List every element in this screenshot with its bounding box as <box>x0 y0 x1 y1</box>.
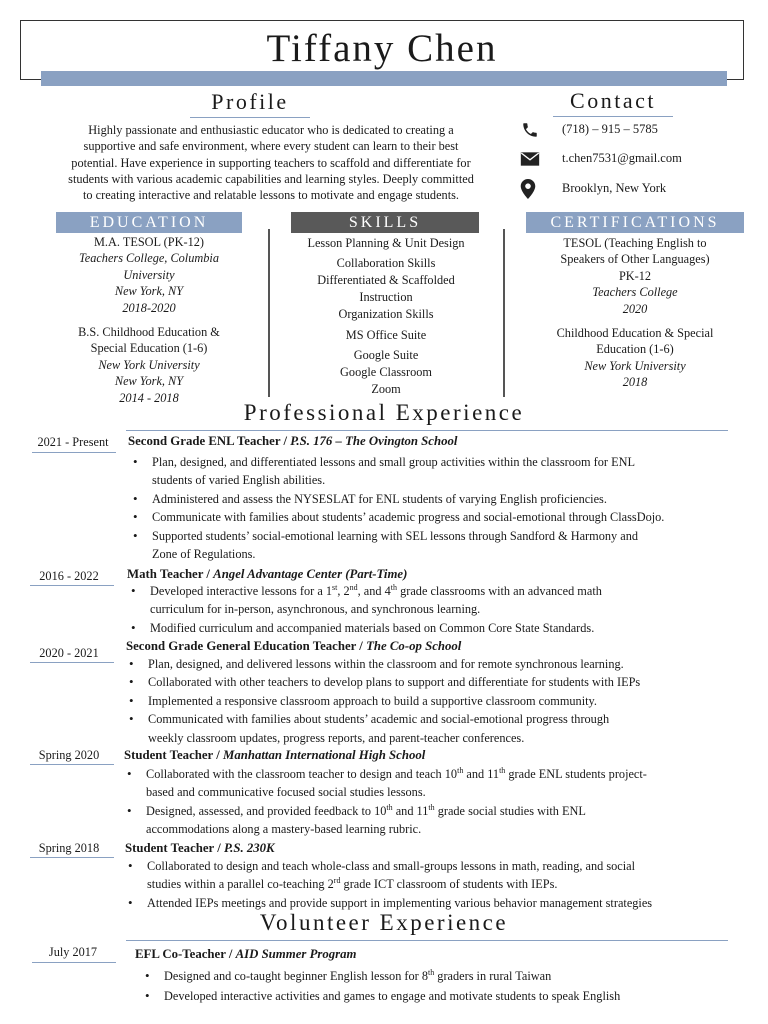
profile-line: Highly passionate and enthusiastic educator who is dedicated to creating a <box>88 123 454 137</box>
profile-summary <box>30 122 512 203</box>
bullet: • Modified curriculum and accompanied materials based on Common Core State Standards. <box>128 619 748 637</box>
bullet: • Attended IEPs meetings and provide support in implementing various behavior management strategies <box>125 894 749 912</box>
skill-item: Lesson Planning & Unit Design <box>307 236 465 250</box>
full-name: Tiffany Chen <box>266 27 498 70</box>
skill-item: Google Suite <box>353 348 419 362</box>
job-org: P.S. 230K <box>223 841 275 855</box>
job-title <box>135 947 357 962</box>
header-accent-bar <box>41 71 727 86</box>
skill-item: Google Classroom <box>340 365 432 379</box>
job-title <box>128 434 457 449</box>
cert-name: Education (1-6) <box>596 342 674 357</box>
job-bullets <box>125 857 749 912</box>
edu-years: 2014 - 2018 <box>119 390 179 405</box>
bullet-continued: based and communicative focused social studies lessons. <box>146 785 426 800</box>
experience-underline <box>126 430 728 431</box>
column-divider <box>503 229 505 397</box>
contact-email[interactable]: t.chen7531@gmail.com <box>562 151 682 165</box>
job-bullets <box>130 453 750 563</box>
skill-item: Zoom <box>371 382 401 396</box>
edu-years: 2018-2020 <box>122 300 176 315</box>
envelope-icon <box>520 149 542 169</box>
skills-column <box>277 235 495 398</box>
cert-name: PK-12 <box>618 268 652 283</box>
date-underline <box>30 857 114 858</box>
date-underline <box>30 764 114 765</box>
bullet: • Supported students’ social-emotional learning with SEL lessons through Sandford & Harmony and <box>130 527 750 545</box>
volunteer-title: Volunteer Experience <box>259 910 509 935</box>
bullet: • Developed interactive activities and games to engage and motivate students to speak English <box>142 986 742 1006</box>
job-role: Second Grade General Education Teacher / <box>126 639 367 653</box>
job-org: Manhattan International High School <box>222 748 426 762</box>
skill-item: Instruction <box>359 290 413 304</box>
cert-year: 2018 <box>622 375 648 390</box>
skill-item: Differentiated & Scaffolded <box>317 273 455 287</box>
profile-underline <box>190 117 310 118</box>
job-date: Spring 2018 <box>38 841 100 855</box>
bullet: • Collaborated with other teachers to develop plans to support and differentiate for students with IEPs <box>126 673 746 691</box>
bullet: • Designed, assessed, and provided feedback to 10th and 11th grade social studies with ENL <box>124 802 748 820</box>
contact-email-row <box>520 149 682 169</box>
cert-school: New York University <box>584 358 686 373</box>
volunteer-bullets <box>142 966 742 1006</box>
skill-item: Collaboration Skills <box>336 256 436 270</box>
skill-item: Organization Skills <box>338 307 434 321</box>
job-title <box>124 748 425 763</box>
job-date: Spring 2020 <box>38 748 100 762</box>
cert-school: Teachers College <box>592 285 678 300</box>
job-role: Second Grade ENL Teacher / <box>128 434 291 448</box>
bullet: • Designed and co-taught beginner English lesson for 8th graders in rural Taiwan <box>142 966 742 986</box>
edu-school: University <box>123 267 175 282</box>
job-bullets <box>128 582 748 637</box>
column-divider <box>268 229 270 397</box>
volunteer-underline <box>126 940 728 941</box>
job-role: Student Teacher / <box>125 841 224 855</box>
bullet-continued: studies within a parallel co-teaching 2rd grade ICT classroom of students with IEPs. <box>147 876 558 892</box>
job-date: 2016 - 2022 <box>39 569 99 583</box>
education-banner: EDUCATION <box>56 212 242 233</box>
edu-school: Teachers College, Columbia <box>79 251 219 266</box>
contact-phone-row <box>520 120 658 140</box>
skills-banner: SKILLS <box>291 212 479 233</box>
bullet: • Plan, designed, and delivered lessons within the classroom and for remote synchronous learning. <box>126 655 746 673</box>
date-underline <box>30 585 114 586</box>
cert-name: Childhood Education & Special <box>556 326 714 341</box>
job-title <box>127 567 407 582</box>
contact-location-row <box>520 179 667 199</box>
contact-title: Contact <box>570 88 656 113</box>
job-org: P.S. 176 – The Ovington School <box>290 434 458 448</box>
certifications-column <box>522 235 748 391</box>
job-org: AID Summer Program <box>235 947 357 961</box>
date-underline <box>30 662 114 663</box>
cert-name: TESOL (Teaching English to <box>563 236 707 250</box>
edu-degree: Special Education (1-6) <box>90 341 208 356</box>
edu-place: New York, NY <box>114 284 184 299</box>
skill-item: MS Office Suite <box>345 328 427 342</box>
date-underline <box>32 962 116 963</box>
map-pin-icon <box>520 179 542 199</box>
job-org: Angel Advantage Center (Part-Time) <box>213 567 408 581</box>
job-title <box>125 841 275 856</box>
phone-icon <box>520 120 542 140</box>
bullet-continued: students of varied English abilities. <box>152 473 326 488</box>
job-bullets <box>126 655 746 747</box>
bullet: • Collaborated with the classroom teacher to design and teach 10th and 11th grade ENL students project- <box>124 765 748 783</box>
bullet-continued: weekly classroom updates, progress reports, and parent-teacher conferences. <box>148 730 525 745</box>
date-underline <box>32 452 116 453</box>
profile-line: potential. Have experience in supporting teachers to scaffold and differentiate for <box>71 155 471 170</box>
bullet-continued: Zone of Regulations. <box>152 547 256 562</box>
bullet-continued: accommodations along a mastery-based learning rubric. <box>146 822 422 837</box>
bullet: • Plan, designed, and differentiated lessons and small group activities within the classroom for ENL <box>130 453 750 471</box>
cert-year: 2020 <box>622 301 648 316</box>
job-role: EFL Co-Teacher / <box>135 947 236 961</box>
bullet: • Communicate with families about students’ academic progress and social-emotional through ClassDojo. <box>130 508 750 526</box>
education-column <box>44 234 254 406</box>
job-org: The Co-op School <box>366 639 462 653</box>
bullet: • Developed interactive lessons for a 1st, 2nd, and 4th grade classrooms with an advanced math <box>128 582 748 600</box>
edu-place: New York, NY <box>114 374 184 389</box>
job-date: 2021 - Present <box>37 435 109 449</box>
profile-line: to creating interactive and relatable lessons to motivate and engage students. <box>83 188 459 203</box>
bullet: • Collaborated to design and teach whole-class and small-groups lessons in math, reading, and social <box>125 857 749 875</box>
job-bullets <box>124 765 748 839</box>
job-role: Math Teacher / <box>127 567 214 581</box>
edu-school: New York University <box>98 357 200 372</box>
job-title <box>126 639 461 654</box>
job-date: July 2017 <box>48 945 98 959</box>
cert-name: Speakers of Other Languages) <box>560 252 710 267</box>
bullet: • Administered and assess the NYSESLAT for ENL students of varying English proficiencies. <box>130 490 750 508</box>
contact-location: Brooklyn, New York <box>562 181 667 195</box>
profile-title: Profile <box>211 89 289 114</box>
bullet: • Implemented a responsive classroom approach to build a supportive classroom community. <box>126 692 746 710</box>
profile-line: supportive and safe environment, where every student can learn to their best <box>83 139 459 154</box>
job-date: 2020 - 2021 <box>39 646 99 660</box>
bullet-continued: curriculum for in-person, asynchronous, and synchronous learning. <box>150 602 481 617</box>
job-role: Student Teacher / <box>124 748 223 762</box>
bullet: • Communicated with families about students’ academic and social-emotional progress through <box>126 710 746 728</box>
edu-degree: M.A. TESOL (PK-12) <box>94 235 204 249</box>
contact-phone[interactable]: (718) – 915 – 5785 <box>562 122 658 136</box>
profile-line: students with various academic capabilities and learning styles. Deeply committed <box>68 171 474 186</box>
certifications-banner: CERTIFICATIONS <box>526 212 744 233</box>
contact-underline <box>553 116 673 117</box>
edu-degree: B.S. Childhood Education & <box>78 325 220 340</box>
experience-title: Professional Experience <box>243 400 525 425</box>
